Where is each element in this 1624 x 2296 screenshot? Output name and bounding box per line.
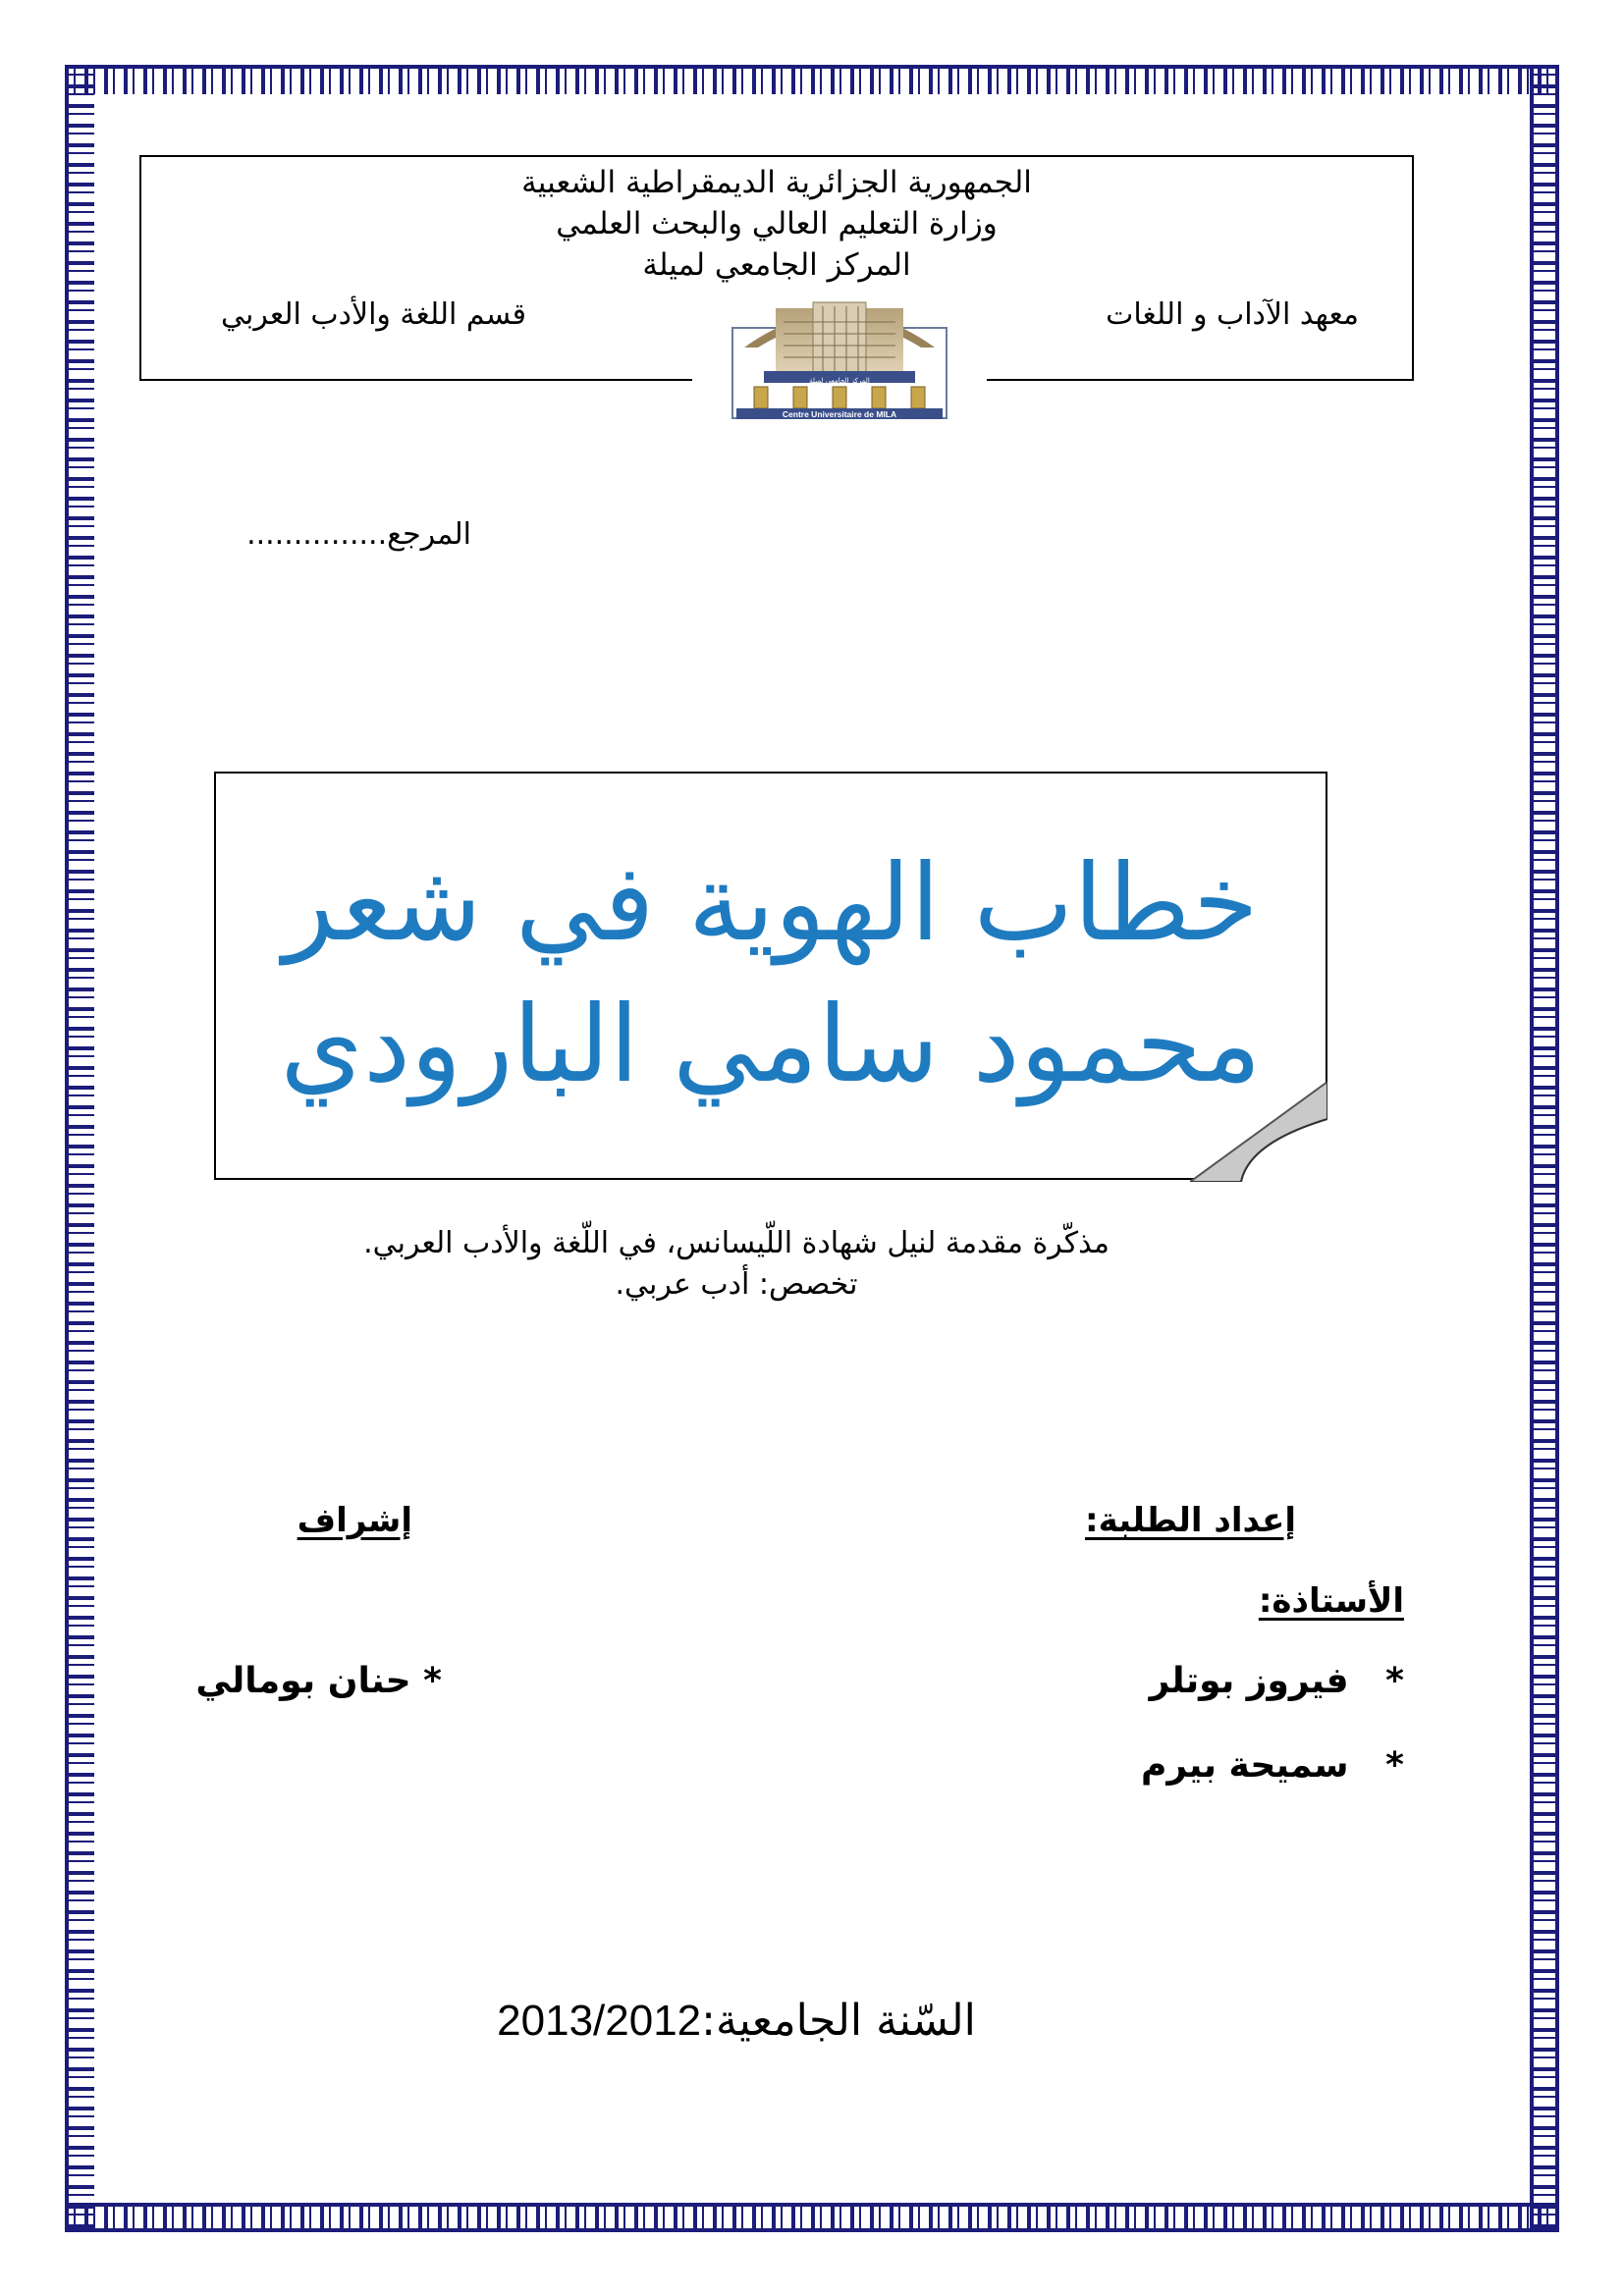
logo-caption: Centre Universitaire de MILA [782,409,897,419]
decorative-border-top [65,65,1559,94]
decorative-border-left [65,65,94,2232]
university-logo [725,289,954,420]
bullet-icon: * [1385,1745,1404,1786]
student-name: سميحة بيرم [1141,1745,1349,1786]
supervisor-name: حنان بومالي [195,1661,411,1701]
center-name: المركز الجامعي لميلة [642,247,911,283]
reference-dots: ............... [246,517,388,552]
bullet-icon: * [423,1661,442,1701]
thesis-purpose: مذكّرة مقدمة لنيل شهادة اللّيسانس، في اللّغة والأدب العربي. [363,1226,1110,1260]
bullet-icon: * [1385,1661,1404,1701]
specialization: تخصص: أدب عربي. [615,1267,858,1302]
department-name: قسم اللغة والأدب العربي [220,297,526,332]
ministry-name: وزارة التعليم العالي والبحث العلمي [556,206,998,241]
header-lines [139,163,1414,285]
thesis-title-line-1: خطاب الهوية في شعر [283,842,1259,965]
institute-name: معهد الآداب و اللغات [1106,297,1359,332]
reference-field [147,516,471,554]
student-name: فيروز بوتلر [1149,1661,1349,1701]
academic-year [432,1995,1041,2048]
title-box [214,772,1327,1180]
academic-year-value: 2013/2012 [497,1997,702,2045]
republic-name: الجمهورية الجزائرية الديمقراطية الشعبية [521,165,1032,200]
student-item [1051,1663,1404,1700]
university-logo-icon [725,289,954,420]
supervisor-item [177,1663,442,1700]
academic-year-label: السّنة الجامعية: [701,1996,976,2046]
decorative-border-right [1530,65,1559,2232]
supervision-label: إشراف [297,1501,412,1540]
logo-arabic-caption: المركز الجامعي لميلة [809,377,870,385]
student-item [1051,1747,1404,1785]
decorative-border-bottom [65,2203,1559,2232]
students-label: إعداد الطلبة: [1085,1501,1296,1540]
thesis-title-line-2: محمود سامي البارودي [280,984,1262,1106]
reference-label: المرجع [387,517,471,552]
professor-label: الأستاذة: [1258,1581,1404,1621]
